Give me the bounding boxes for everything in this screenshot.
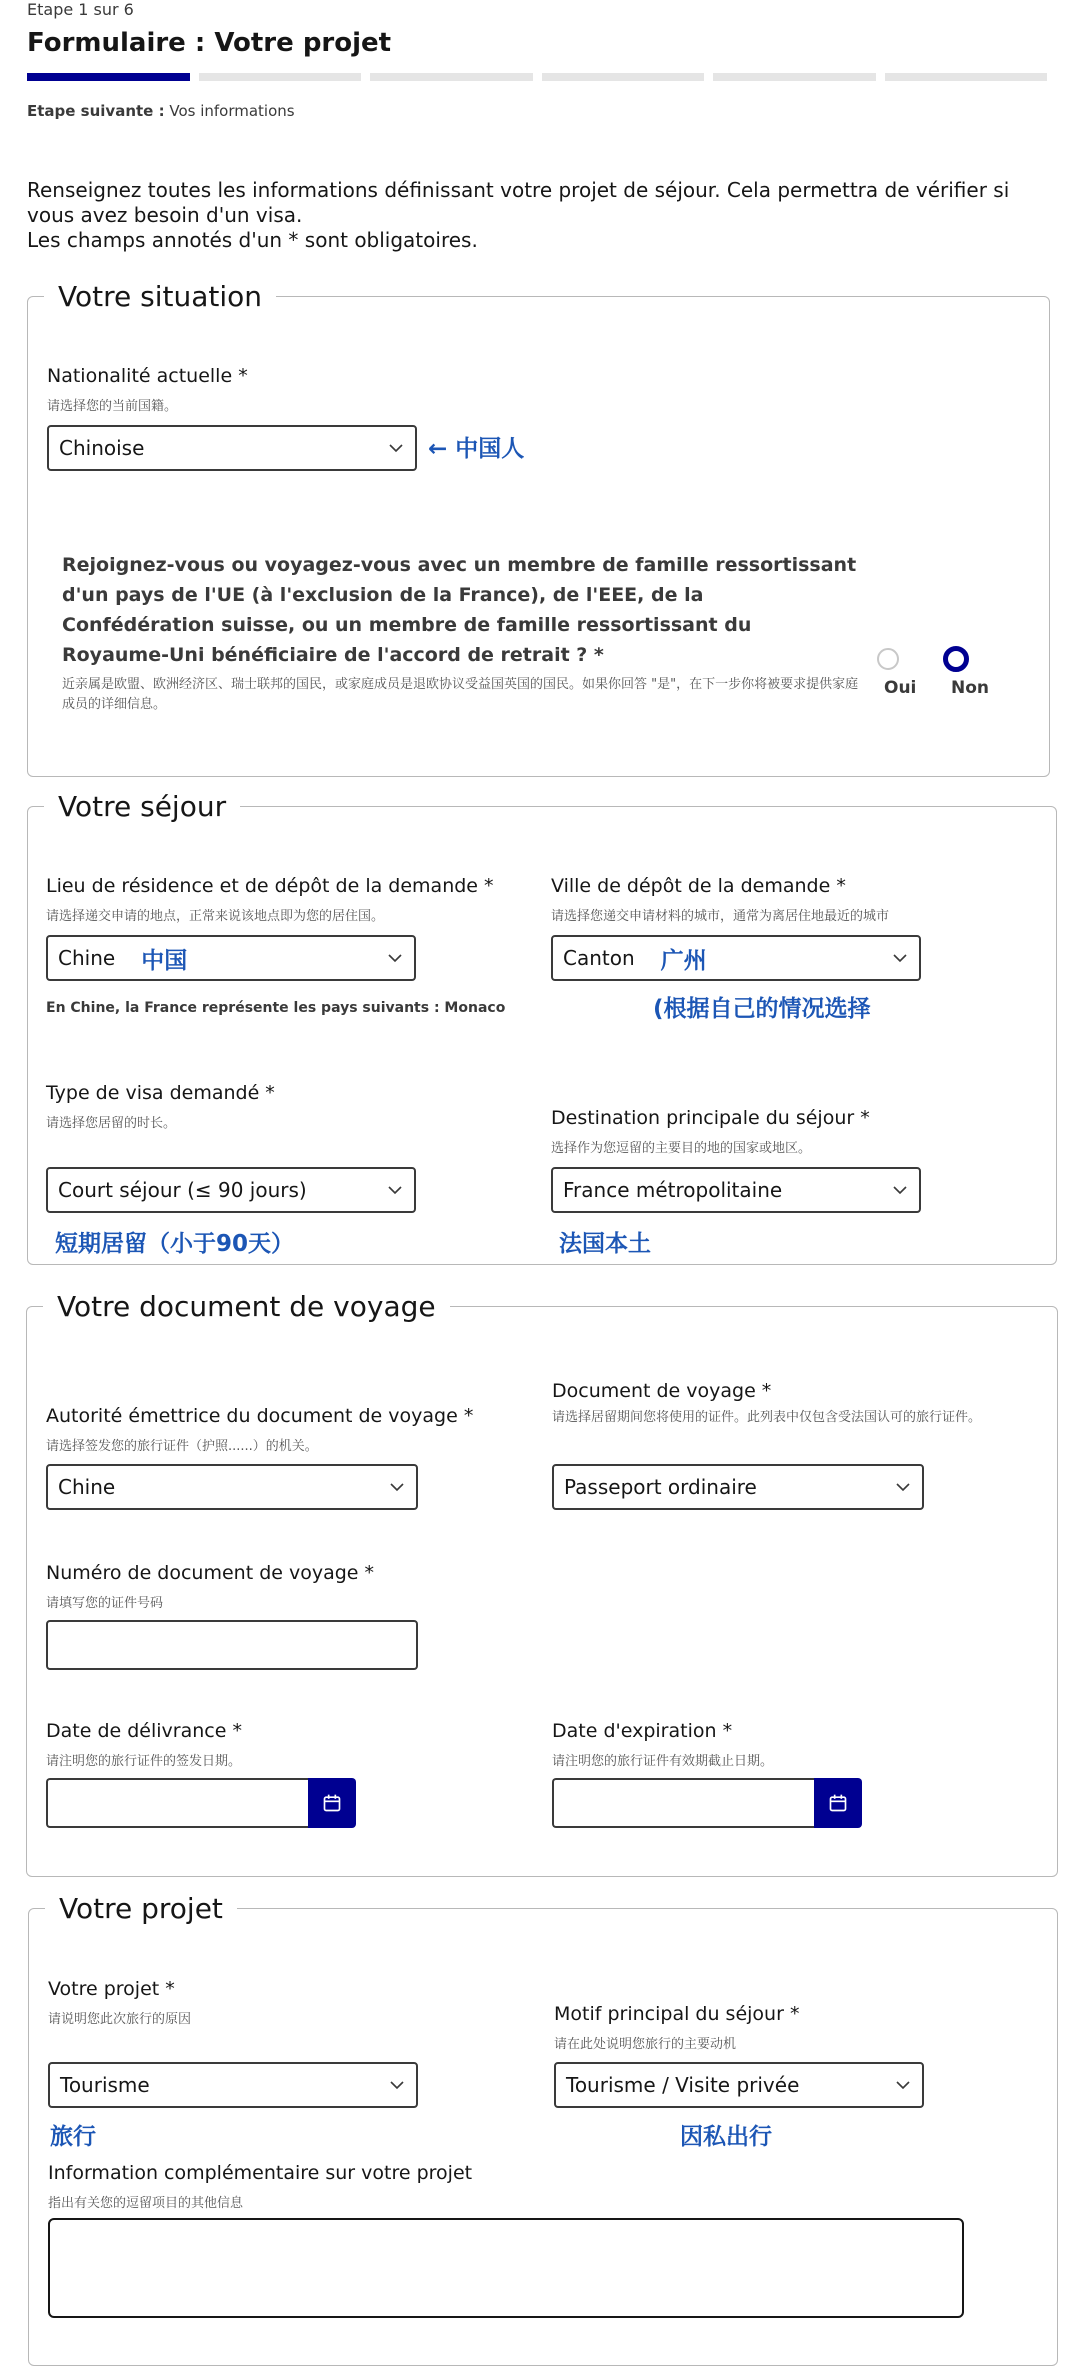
expiry-date-input[interactable] [552, 1778, 814, 1828]
progress-step-3 [370, 73, 533, 81]
additional-info-hint: 指出有关您的逗留项目的其他信息 [48, 2196, 244, 2211]
chevron-down-icon [891, 949, 909, 967]
nationality-hint: 请选择您的当前国籍。 [47, 399, 178, 414]
chevron-down-icon [891, 1181, 909, 1199]
progress-step-1 [27, 73, 190, 81]
radio-oui-label: Oui [884, 678, 917, 698]
residence-label: Lieu de résidence et de dépôt de la demande * [46, 875, 494, 897]
authority-hint: 请选择签发您的旅行证件（护照......）的机关。 [46, 1439, 318, 1454]
nationality-select[interactable] [47, 425, 417, 471]
nationality-value: Chinoise [59, 436, 145, 460]
progress-bar [27, 73, 1047, 81]
section-document-legend: Votre document de voyage [57, 1290, 436, 1323]
document-number-input[interactable] [46, 1620, 418, 1670]
city-select[interactable] [551, 935, 921, 981]
progress-step-4 [542, 73, 705, 81]
destination-select[interactable] [551, 1167, 921, 1213]
destination-hint: 选择作为您逗留的主要目的地的国家或地区。 [551, 1141, 812, 1156]
section-sejour-legend: Votre séjour [58, 790, 227, 823]
radio-non[interactable] [943, 646, 969, 672]
calendar-icon [828, 1793, 848, 1813]
intro-line-2: Les champs annotés d'un * sont obligatoires. [27, 228, 478, 252]
chevron-down-icon [386, 949, 404, 967]
destination-value: France métropolitaine [563, 1178, 783, 1202]
step-indicator: Etape 1 sur 6 [27, 0, 134, 19]
expiry-date-label: Date d'expiration * [552, 1720, 733, 1742]
authority-label: Autorité émettrice du document de voyage * [46, 1405, 474, 1427]
progress-step-2 [199, 73, 362, 81]
motive-hint: 请在此处说明您旅行的主要动机 [554, 2037, 737, 2052]
issue-date-calendar-button[interactable] [308, 1778, 356, 1828]
chevron-down-icon [387, 439, 405, 457]
nationality-label: Nationalité actuelle * [47, 365, 248, 387]
section-projet-legend: Votre projet [59, 1892, 223, 1925]
chevron-down-icon [894, 2076, 912, 2094]
issue-date-input[interactable] [46, 1778, 308, 1828]
radio-oui[interactable] [877, 648, 899, 670]
motive-value: Tourisme / Visite privée [566, 2073, 800, 2097]
motive-annotation: 因私出行 [680, 2124, 772, 2150]
chevron-down-icon [388, 2076, 406, 2094]
intro-line-1: Renseignez toutes les informations définissant votre projet de séjour. Cela permettra de vérifier si vous avez besoin d'un visa. [27, 178, 1010, 227]
project-hint: 请说明您此次旅行的原因 [48, 2012, 192, 2027]
visa-type-hint: 请选择您居留的时长。 [46, 1116, 177, 1131]
document-hint: 请选择居留期间您将使用的证件。此列表中仅包含受法国认可的旅行证件。 [552, 1410, 982, 1425]
expiry-date-calendar-button[interactable] [814, 1778, 862, 1828]
chevron-down-icon [386, 1181, 404, 1199]
authority-select[interactable] [46, 1464, 418, 1510]
page-title: Formulaire : Votre projet [27, 28, 392, 58]
issue-date-hint: 请注明您的旅行证件的签发日期。 [46, 1754, 242, 1769]
visa-type-label: Type de visa demandé * [46, 1082, 275, 1104]
visa-type-annotation: 短期居留（小于90天） [55, 1231, 295, 1257]
document-value: Passeport ordinaire [564, 1475, 757, 1499]
project-label: Votre projet * [48, 1978, 175, 2000]
nationality-annotation: ← 中国人 [428, 436, 525, 462]
residence-value: Chine [58, 946, 116, 970]
expiry-date-hint: 请注明您的旅行证件有效期截止日期。 [552, 1754, 774, 1769]
city-hint: 请选择您递交申请材料的城市，通常为离居住地最近的城市 [551, 909, 890, 924]
project-annotation: 旅行 [50, 2124, 96, 2150]
progress-step-6 [885, 73, 1048, 81]
chevron-down-icon [388, 1478, 406, 1496]
motive-label: Motif principal du séjour * [554, 2003, 800, 2025]
progress-step-5 [713, 73, 876, 81]
project-value: Tourisme [60, 2073, 150, 2097]
family-question [62, 550, 862, 670]
motive-select[interactable] [554, 2062, 924, 2108]
additional-info-label: Information complémentaire sur votre projet [48, 2162, 473, 2184]
residence-select[interactable] [46, 935, 416, 981]
destination-label: Destination principale du séjour * [551, 1107, 870, 1129]
city-value: Canton [563, 946, 635, 970]
additional-info-textarea[interactable] [48, 2218, 964, 2318]
city-label: Ville de dépôt de la demande * [551, 875, 846, 897]
issue-date-label: Date de délivrance * [46, 1720, 242, 1742]
city-annotation-note: (根据自己的情况选择 [653, 996, 871, 1022]
destination-annotation: 法国本土 [559, 1231, 651, 1257]
family-question-hint: 近亲属是欧盟、欧洲经济区、瑞士联邦的国民，或家庭成员是退欧协议受益国英国的国民。如果你回答 "是"，在下一步你将被要求提供家庭成员的详细信息。 [62, 677, 859, 712]
visa-type-value: Court séjour (≤ 90 jours) [58, 1178, 307, 1202]
city-annotation: 广州 [660, 947, 707, 974]
section-situation-legend: Votre situation [58, 280, 262, 313]
calendar-icon [322, 1793, 342, 1813]
project-select[interactable] [48, 2062, 418, 2108]
chevron-down-icon [894, 1478, 912, 1496]
intro-text [27, 178, 1047, 253]
radio-non-label: Non [951, 678, 990, 698]
residence-hint: 请选择递交申请的地点，正常来说该地点即为您的居住国。 [46, 909, 385, 924]
residence-annotation: 中国 [141, 947, 188, 974]
next-step [27, 102, 295, 120]
next-step-value: Vos informations [169, 102, 295, 120]
document-number-hint: 请填写您的证件号码 [46, 1596, 164, 1611]
document-select[interactable] [552, 1464, 924, 1510]
authority-value: Chine [58, 1475, 116, 1499]
document-number-label: Numéro de document de voyage * [46, 1562, 375, 1584]
next-step-label: Etape suivante : [27, 102, 165, 120]
visa-type-select[interactable] [46, 1167, 416, 1213]
document-label: Document de voyage * [552, 1380, 772, 1402]
residence-note: En Chine, la France représente les pays suivants : Monaco [46, 1000, 506, 1016]
family-question-text: Rejoignez-vous ou voyagez-vous avec un membre de famille ressortissant d'un pays de l'UE (à l'exclusion de la France), de l'EEE, de la Confédération suisse, ou un membre de famille ressortissant du Royaume-Uni bénéficiaire de l'accord de retrait ? * [62, 554, 857, 666]
